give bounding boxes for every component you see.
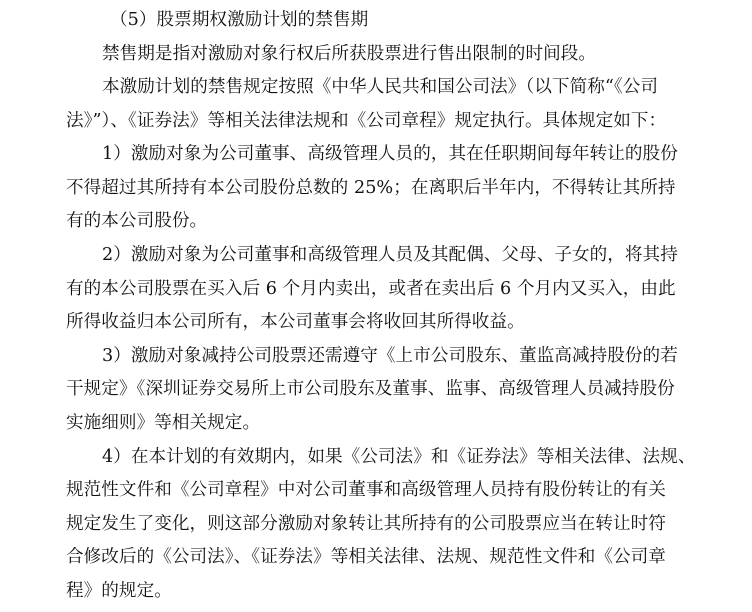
paragraph-line: 2）激励对象为公司董事和高级管理人员及其配偶、父母、子女的，将其持 — [102, 245, 678, 265]
paragraph-line: 程》的规定。 — [66, 581, 172, 601]
paragraph-line: 所得收益归本公司所有，本公司董事会将收回其所得收益。 — [66, 312, 525, 332]
paragraph-line: 1）激励对象为公司董事、高级管理人员的，其在任职期间每年转让的股份 — [102, 144, 678, 164]
paragraph-line: 有的本公司股票在买入后 6 个月内卖出，或者在卖出后 6 个月内又买入，由此 — [66, 279, 676, 299]
paragraph-line: 本激励计划的禁售规定按照《中华人民共和国公司法》（以下简称“《公司 — [102, 77, 659, 97]
paragraph-line: 有的本公司股份。 — [66, 211, 208, 231]
paragraph-line: 3）激励对象减持公司股票还需遵守《上市公司股东、董监高减持股份的若 — [102, 346, 678, 366]
paragraph-line: 规定发生了变化，则这部分激励对象转让其所持有的公司股票应当在转让时符 — [66, 514, 666, 534]
paragraph-line: 不得超过其所持有本公司股份总数的 25%；在离职后半年内，不得转让其所持 — [66, 178, 676, 198]
paragraph-line: 规范性文件和《公司章程》中对公司董事和高级管理人员持有股份转让的有关 — [66, 480, 666, 500]
paragraph-line: 合修改后的《公司法》、《证券法》等相关法律、法规、规范性文件和《公司章 — [66, 547, 666, 567]
paragraph-line: 4）在本计划的有效期内，如果《公司法》和《证券法》等相关法律、法规、 — [102, 447, 696, 467]
paragraph-line: 实施细则》等相关规定。 — [66, 413, 261, 433]
paragraph-line: 禁售期是指对激励对象行权后所获股票进行售出限制的时间段。 — [102, 44, 597, 64]
section-heading: （5）股票期权激励计划的禁售期 — [110, 10, 369, 30]
paragraph-line: 法》”）、《证券法》等相关法律法规和《公司章程》规定执行。具体规定如下： — [66, 111, 667, 131]
paragraph-line: 干规定》《深圳证券交易所上市公司股东及董事、监事、高级管理人员减持股份 — [66, 379, 675, 399]
